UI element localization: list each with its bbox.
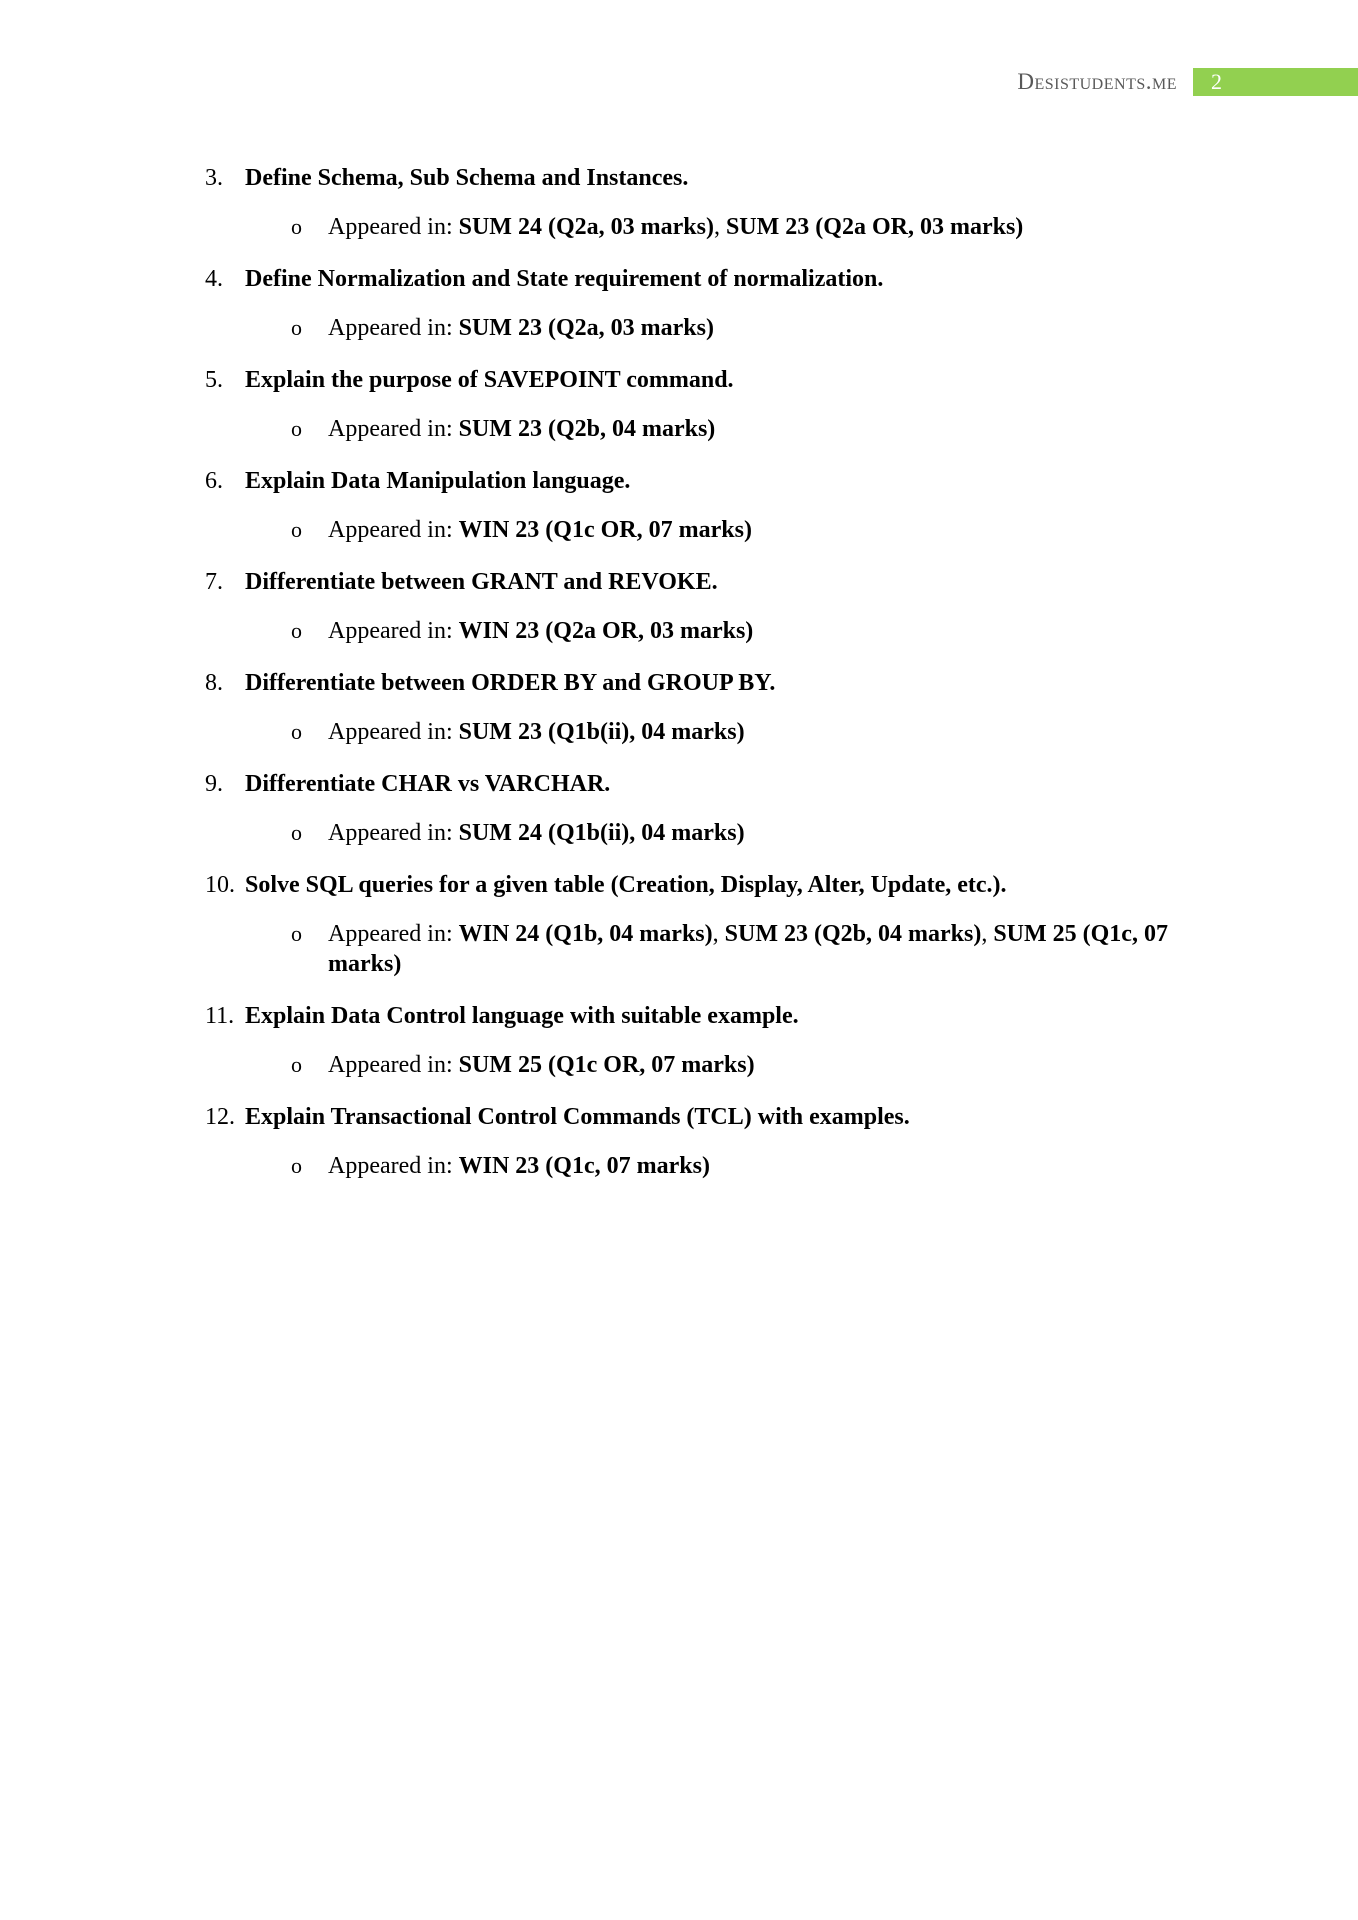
- question-text: Differentiate between GRANT and REVOKE.: [245, 569, 718, 595]
- reference-separator: ,: [712, 921, 725, 947]
- appearance-line: [291, 414, 1188, 444]
- circle-bullet-icon: o: [291, 315, 302, 340]
- question-text: Differentiate CHAR vs VARCHAR.: [245, 771, 611, 797]
- reference-separator: ,: [713, 214, 726, 240]
- appearance-line: [291, 616, 1188, 646]
- question-text: Differentiate between ORDER BY and GROUP BY.: [245, 670, 776, 696]
- question-number: 3.: [205, 165, 223, 191]
- site-name: Desistudents.me: [1017, 69, 1177, 94]
- appeared-in-label: Appeared in:: [328, 416, 459, 442]
- circle-bullet-icon: o: [291, 517, 302, 542]
- exam-reference: SUM 23 (Q2a, 03 marks): [458, 315, 714, 341]
- circle-bullet-icon: o: [291, 921, 302, 946]
- exam-reference: WIN 23 (Q1c OR, 07 marks): [458, 517, 752, 543]
- question-list: [205, 163, 1195, 1203]
- appearance-line: [291, 717, 1188, 747]
- question-item: [205, 1102, 1195, 1181]
- exam-reference: SUM 25 (Q1c OR, 07 marks): [458, 1052, 755, 1078]
- question-item: [205, 163, 1195, 242]
- question-text: Explain the purpose of SAVEPOINT command.: [245, 367, 734, 393]
- appearance-line: [291, 1151, 1188, 1181]
- question-number: 6.: [205, 468, 223, 494]
- question-number: 12.: [205, 1104, 235, 1130]
- page-number: 2: [1193, 68, 1358, 96]
- question-number: 5.: [205, 367, 223, 393]
- appeared-in-label: Appeared in:: [328, 719, 459, 745]
- exam-reference: SUM 23 (Q2a OR, 03 marks): [725, 214, 1024, 240]
- exam-reference: SUM 23 (Q1b(ii), 04 marks): [458, 719, 745, 745]
- appeared-in-label: Appeared in:: [328, 517, 459, 543]
- circle-bullet-icon: o: [291, 719, 302, 744]
- question-item: [205, 870, 1195, 979]
- question-item: [205, 1001, 1195, 1080]
- exam-reference: SUM 23 (Q2b, 04 marks): [724, 921, 982, 947]
- appeared-in-label: Appeared in:: [328, 618, 459, 644]
- question-text: Define Normalization and State requirement of normalization.: [245, 266, 884, 292]
- circle-bullet-icon: o: [291, 820, 302, 845]
- exam-reference: SUM 25 (Q1c, 07 marks): [328, 921, 1168, 977]
- exam-reference: SUM 24 (Q1b(ii), 04 marks): [458, 820, 745, 846]
- question-number: 9.: [205, 771, 223, 797]
- question-item: [205, 466, 1195, 545]
- appearance-line: [291, 515, 1188, 545]
- question-item: [205, 769, 1195, 848]
- question-item: [205, 668, 1195, 747]
- appearance-line: [291, 919, 1188, 979]
- circle-bullet-icon: o: [291, 214, 302, 239]
- exam-reference: WIN 23 (Q1c, 07 marks): [458, 1153, 710, 1179]
- circle-bullet-icon: o: [291, 416, 302, 441]
- circle-bullet-icon: o: [291, 1153, 302, 1178]
- circle-bullet-icon: o: [291, 1052, 302, 1077]
- circle-bullet-icon: o: [291, 618, 302, 643]
- question-number: 4.: [205, 266, 223, 292]
- question-item: [205, 567, 1195, 646]
- appeared-in-label: Appeared in:: [328, 1052, 459, 1078]
- appeared-in-label: Appeared in:: [328, 214, 459, 240]
- appearance-line: [291, 313, 1188, 343]
- question-item: [205, 264, 1195, 343]
- question-number: 7.: [205, 569, 223, 595]
- exam-reference: WIN 23 (Q2a OR, 03 marks): [458, 618, 754, 644]
- appearance-line: [291, 818, 1188, 848]
- question-text: Explain Data Manipulation language.: [245, 468, 631, 494]
- question-number: 11.: [205, 1003, 235, 1029]
- question-text: Define Schema, Sub Schema and Instances.: [245, 165, 689, 191]
- page-header: [1017, 68, 1358, 96]
- appeared-in-label: Appeared in:: [328, 820, 459, 846]
- question-text: Solve SQL queries for a given table (Creation, Display, Alter, Update, etc.).: [245, 872, 1007, 898]
- appeared-in-label: Appeared in:: [328, 921, 459, 947]
- reference-separator: ,: [981, 921, 994, 947]
- exam-reference: WIN 24 (Q1b, 04 marks): [458, 921, 713, 947]
- question-text: Explain Data Control language with suitable example.: [245, 1003, 799, 1029]
- exam-reference: SUM 23 (Q2b, 04 marks): [458, 416, 716, 442]
- appearance-line: [291, 212, 1188, 242]
- question-number: 10.: [205, 872, 235, 898]
- appeared-in-label: Appeared in:: [328, 315, 459, 341]
- question-item: [205, 365, 1195, 444]
- exam-reference: SUM 24 (Q2a, 03 marks): [458, 214, 714, 240]
- appearance-line: [291, 1050, 1188, 1080]
- appeared-in-label: Appeared in:: [328, 1153, 459, 1179]
- question-number: 8.: [205, 670, 223, 696]
- question-text: Explain Transactional Control Commands (TCL) with examples.: [245, 1104, 910, 1130]
